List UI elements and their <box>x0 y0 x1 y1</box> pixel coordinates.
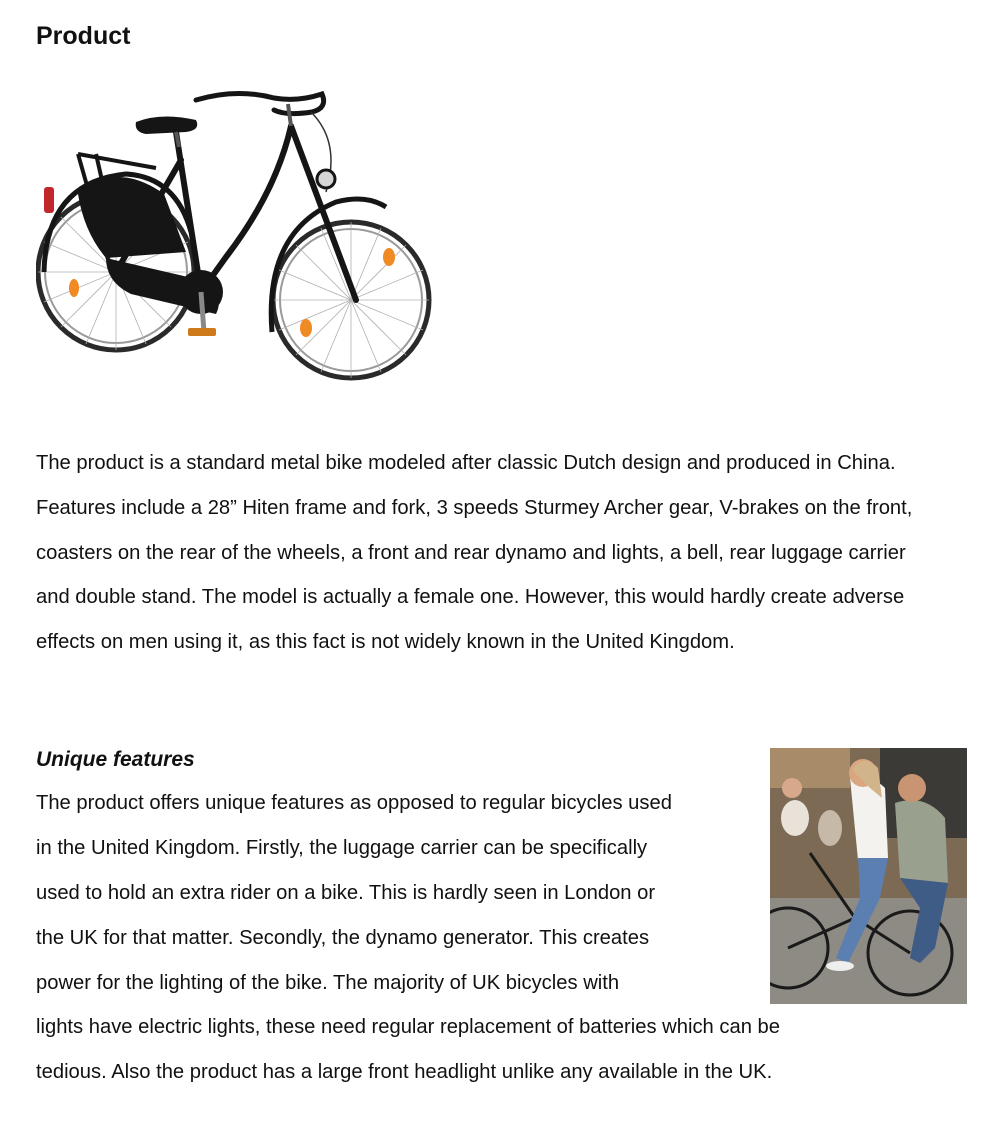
saddle <box>136 116 198 134</box>
page-heading: Product <box>36 22 131 50</box>
paragraph-line: lights have electric lights, these need regular replacement of batteries which can be <box>36 1016 780 1038</box>
man-head <box>898 774 926 802</box>
paragraph-line: used to hold an extra rider on a bike. This is hardly seen in London or <box>36 882 656 904</box>
paragraph-line: tedious. Also the product has a large front headlight unlike any available in the UK. <box>36 1061 773 1083</box>
section-subheading: Unique features <box>36 748 195 771</box>
background-diner-head <box>782 778 802 798</box>
rear-light <box>44 187 54 213</box>
shoe <box>826 961 854 971</box>
front-reflector-bottom <box>300 319 312 337</box>
paragraph-line: power for the lighting of the bike. The majority of UK bicycles with <box>36 972 620 994</box>
man-jacket <box>895 800 948 883</box>
background-person <box>818 810 842 846</box>
paragraph-line: in the United Kingdom. Firstly, the luggage carrier can be specifically <box>36 837 648 859</box>
front-wheel <box>273 222 429 378</box>
rear-reflector <box>69 279 79 297</box>
paragraph-line: The product offers unique features as opposed to regular bicycles used <box>36 792 672 814</box>
front-reflector-top <box>383 248 395 266</box>
awning <box>770 748 850 788</box>
background-diner <box>781 800 809 836</box>
headlight <box>317 170 335 188</box>
riders-photo <box>770 748 967 1004</box>
pedal <box>188 328 216 336</box>
handlebar <box>196 93 324 113</box>
paragraph-line: the UK for that matter. Secondly, the dynamo generator. This creates <box>36 927 650 949</box>
crank-arm <box>201 292 204 332</box>
stem <box>288 104 291 126</box>
bicycle-image <box>36 82 436 402</box>
product-description: The product is a standard metal bike modeled after classic Dutch design and produced in China. Features include a 28” Hiten frame and fork, 3 speeds Sturmey Archer gear, V-brakes on the front, coasters on the rear of the wheels, a front and rear dynamo and lights, a bell, rear luggage carrier and double stand. The model is actually a female one. However, this would hardly create adverse effects on men using it, as this fact is not widely known in the United Kingdom. <box>36 452 913 654</box>
